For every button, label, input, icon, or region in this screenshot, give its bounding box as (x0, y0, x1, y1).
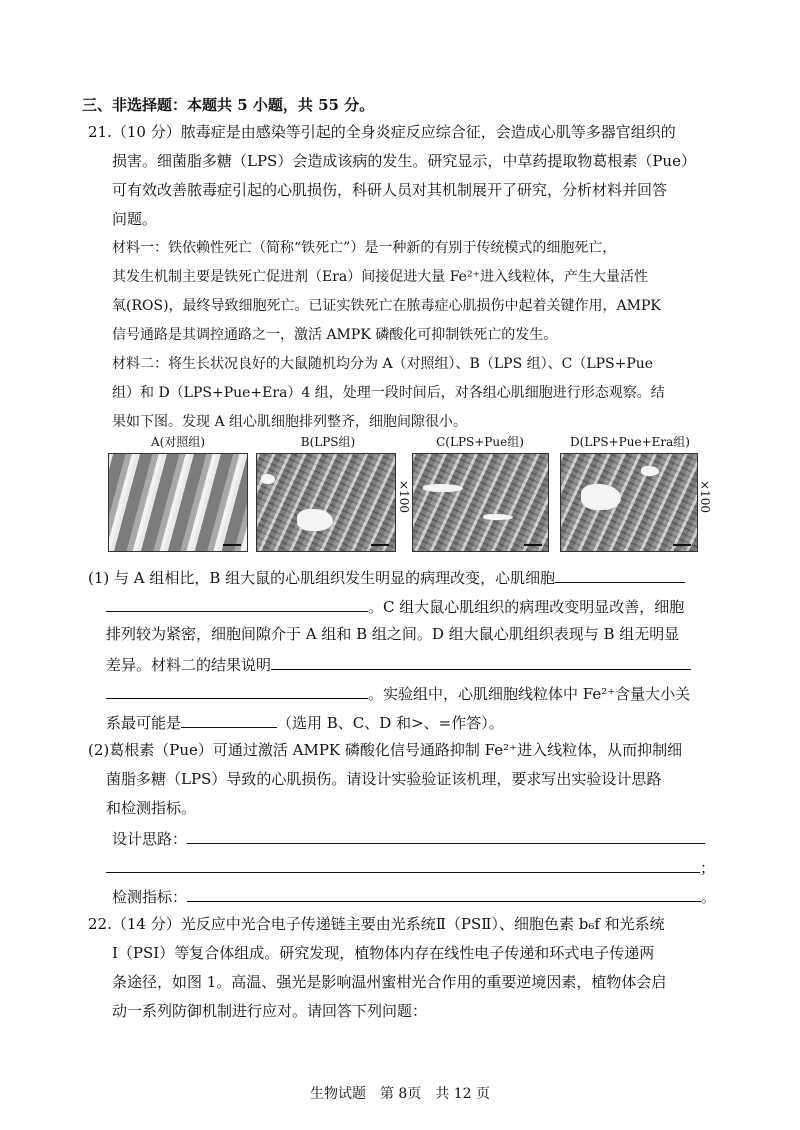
figure-caption-d: D(LPS+Pue+Era组) (570, 435, 690, 449)
q21-intro-line: 21.（10 分）脓毒症是由感染等引起的全身炎症反应综合征，会造成心肌等多器官组织的 (88, 123, 676, 141)
answer-blank[interactable] (181, 711, 277, 728)
q22-line: 条途径，如图 1。高温、强光是影响温州蜜柑光合作用的重要逆境因素，植物体会启 (112, 973, 667, 991)
p1-line (106, 653, 691, 675)
figure-caption-a: A(对照组) (150, 435, 206, 449)
answer-blank[interactable] (555, 566, 685, 583)
p1-text: 差异。材料二的结果说明 (106, 656, 272, 674)
material2-line: 材料二：将生长状况良好的大鼠随机均分为 A（对照组）、B（LPS 组）、C（LPS+Pue (112, 356, 654, 372)
magnification-label: ×100 (397, 480, 411, 513)
design-label: 设计思路： (112, 830, 188, 848)
material1-line: 氧(ROS)，最终导致细胞死亡。已证实铁死亡在脓毒症心肌损伤中起着关键作用，AMPK (112, 298, 661, 314)
page-footer: 生物试题 第 8页 共 12 页 (309, 1086, 491, 1102)
p1-line: 排列较为紧密，细胞间隙介于 A 组和 B 组之间。D 组大鼠心肌组织表现与 B 组无明显 (106, 625, 680, 643)
answer-blank[interactable] (187, 885, 701, 902)
detect-line (112, 885, 716, 907)
material2-line: 果如下图。发现 A 组心肌细胞排列整齐，细胞间隙很小。 (112, 414, 468, 430)
answer-blank[interactable] (106, 595, 368, 612)
micrograph-a (108, 453, 248, 552)
micrograph-b (256, 453, 396, 552)
q22-line: 22.（14 分）光反应中光合电子传递链主要由光系统Ⅱ（PSⅡ）、细胞色素 b₆f 和光系统 (88, 915, 665, 933)
section-header: 三、非选择题：本题共 5 小题，共 55 分。 (82, 96, 375, 114)
design-line (112, 827, 705, 849)
q21-intro-line: 问题。 (112, 210, 158, 228)
p2-line: (2)葛根素（Pue）可通过激活 AMPK 磷酸化信号通路抑制 Fe²⁺进入线粒体，从而抑制细 (88, 741, 683, 759)
scale-bar (673, 544, 691, 546)
q21-intro-line: 可有效改善脓毒症引起的心肌损伤，科研人员对其机制展开了研究，分析材料并回答 (112, 181, 668, 199)
p1-line (106, 595, 684, 617)
q22-line: 动一系列防御机制进行应对。请回答下列问题： (112, 1002, 428, 1020)
figure-caption-b: B(LPS组) (300, 435, 356, 449)
answer-blank[interactable] (187, 827, 705, 844)
p1-text: (1) 与 A 组相比，B 组大鼠的心肌组织发生明显的病理改变，心肌细胞 (88, 569, 556, 587)
micrograph-c (412, 453, 549, 552)
scale-bar (223, 544, 241, 546)
answer-blank[interactable] (106, 856, 700, 873)
p1-line (106, 682, 690, 704)
answer-blank[interactable] (106, 682, 368, 699)
design-line-2 (106, 856, 715, 878)
material2-line: 组）和 D（LPS+Pue+Era）4 组，处理一段时间后，对各组心肌细胞进行形态观察。结 (112, 385, 665, 401)
q22-line: Ⅰ（PSⅠ）等复合体组成。研究发现，植物体内存在线性电子传递和环式电子传递两 (112, 944, 655, 962)
p2-line: 菌脂多糖（LPS）导致的心肌损伤。请设计实验验证该机理，要求写出实验设计思路 (106, 770, 662, 788)
p1-text: （选用 B、C、D 和>、=作答）。 (277, 714, 504, 732)
period: 。 (701, 888, 717, 906)
detect-label: 检测指标： (112, 888, 188, 906)
p1-text: 系最可能是 (106, 714, 182, 732)
magnification-label: ×100 (698, 480, 712, 513)
material1-line: 其发生机制主要是铁死亡促进剂（Era）间接促进大量 Fe²⁺进入线粒体，产生大量活性 (112, 269, 648, 285)
material1-line: 信号通路是其调控通路之一，激活 AMPK 磷酸化可抑制铁死亡的发生。 (112, 327, 558, 343)
p2-line: 和检测指标。 (106, 799, 197, 817)
scale-bar (524, 544, 542, 546)
scale-bar (371, 544, 389, 546)
micrograph-d (560, 453, 698, 552)
q21-intro-line: 损害。细菌脂多糖（LPS）会造成该病的发生。研究显示，中草药提取物葛根素（Pue） (112, 152, 696, 170)
material1-line: 材料一：铁依赖性死亡（简称“铁死亡”）是一种新的有别于传统模式的细胞死亡， (112, 240, 617, 256)
answer-blank[interactable] (271, 653, 691, 670)
p1-text: 。实验组中，心肌细胞线粒体中 Fe²⁺含量大小关 (368, 685, 691, 703)
p1-line (106, 711, 504, 733)
p1-line (88, 566, 685, 588)
semicolon: ； (700, 859, 716, 877)
figure-caption-c: C(LPS+Pue组) (436, 435, 524, 449)
p1-text: 。C 组大鼠心肌组织的病理改变明显改善，细胞 (368, 598, 685, 616)
